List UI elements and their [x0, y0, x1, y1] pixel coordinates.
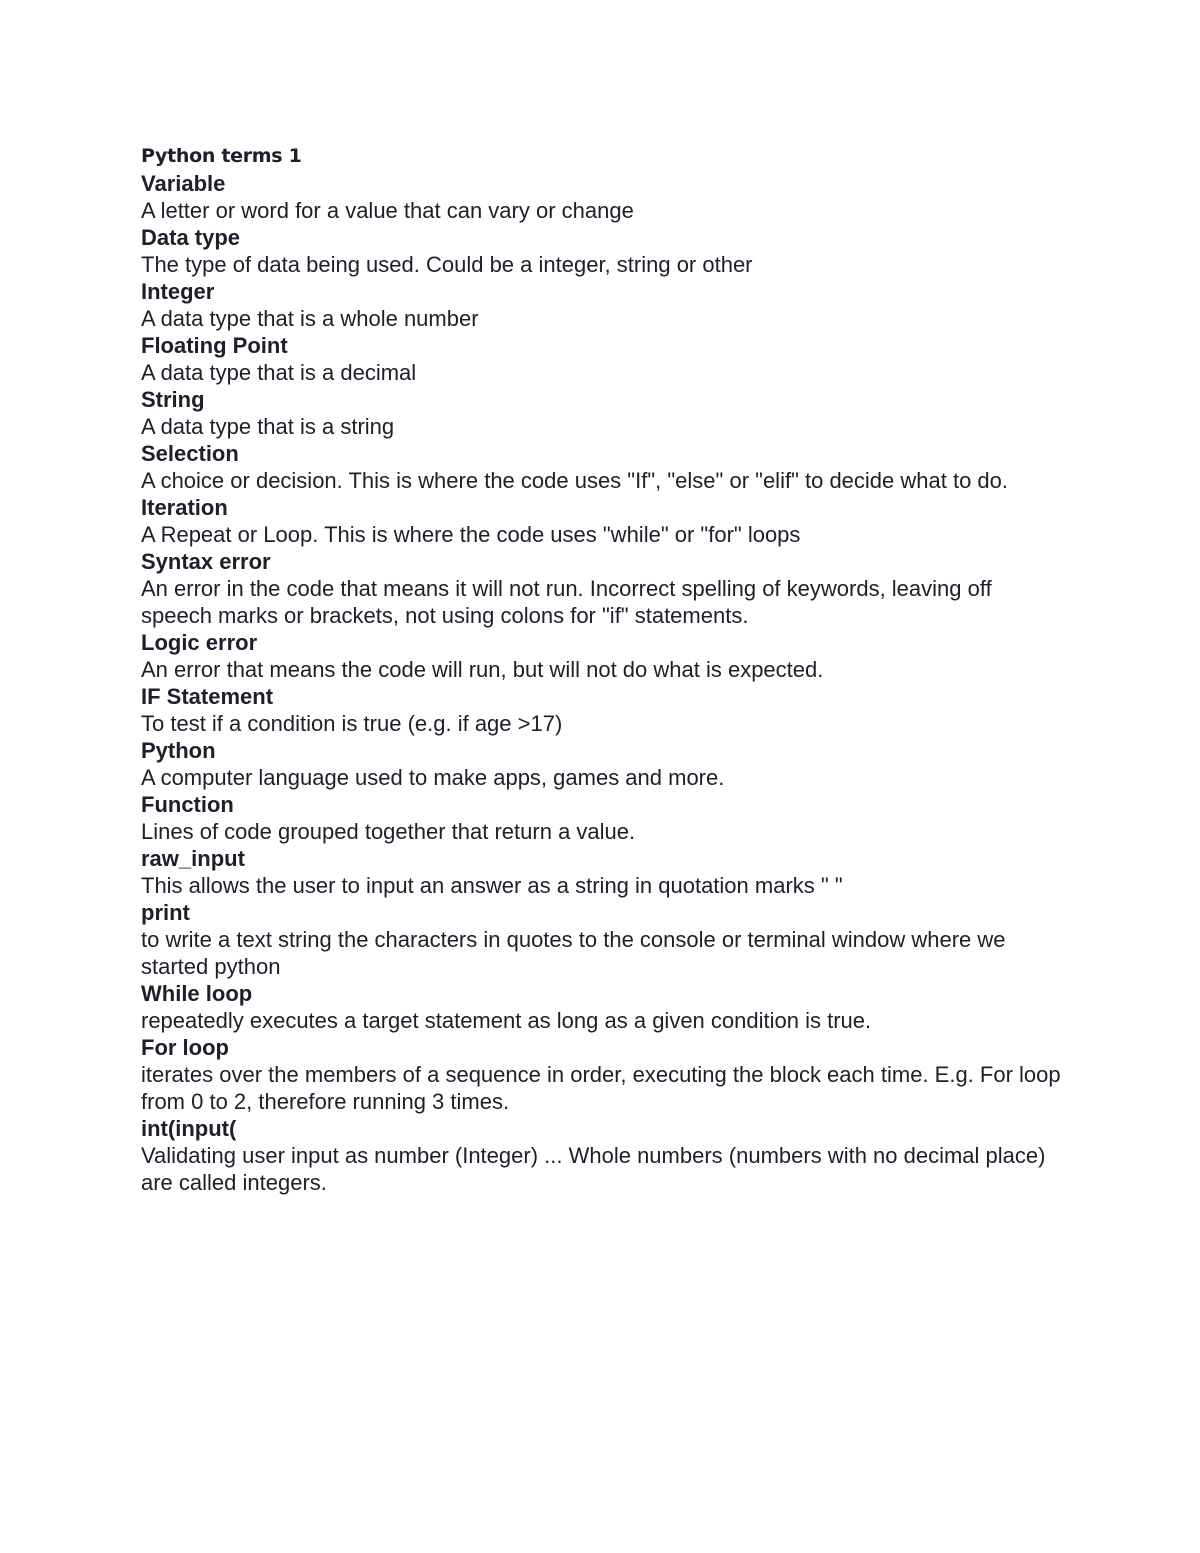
term-definition: A computer language used to make apps, games and more.: [141, 765, 725, 790]
term-definition: A Repeat or Loop. This is where the code uses "while" or "for" loops: [141, 522, 801, 547]
term-definition: This allows the user to input an answer as a string in quotation marks " ": [141, 873, 843, 898]
term-label: print: [141, 900, 190, 925]
term-definition: Validating user input as number (Integer) ... Whole numbers (numbers with no decimal place) are called integers.: [141, 1143, 1046, 1195]
term-entry: [141, 332, 1061, 386]
term-entry: [141, 278, 1061, 332]
term-label: raw_input: [141, 846, 245, 871]
term-entry: [141, 224, 1061, 278]
document-title: Python terms 1: [141, 145, 302, 167]
term-definition: A data type that is a decimal: [141, 360, 417, 385]
term-label: Data type: [141, 225, 241, 250]
term-entry: [141, 494, 1061, 548]
term-definition: An error that means the code will run, but will not do what is expected.: [141, 657, 824, 682]
term-entry: [141, 386, 1061, 440]
term-label: While loop: [141, 981, 253, 1006]
term-label: Floating Point: [141, 333, 288, 358]
term-label: String: [141, 387, 205, 412]
term-definition: Lines of code grouped together that return a value.: [141, 819, 636, 844]
term-entry: [141, 683, 1061, 737]
term-label: Iteration: [141, 495, 228, 520]
term-label: For loop: [141, 1035, 229, 1060]
term-label: Integer: [141, 279, 215, 304]
term-label: Python: [141, 738, 216, 763]
term-definition: A data type that is a whole number: [141, 306, 479, 331]
term-entry: [141, 1034, 1061, 1115]
term-definition: iterates over the members of a sequence in order, executing the block each time. E.g. For loop from 0 to 2, therefore running 3 times.: [141, 1062, 1061, 1114]
term-entry: [141, 170, 1061, 224]
term-entry: [141, 737, 1061, 791]
term-definition: A data type that is a string: [141, 414, 395, 439]
term-definition: To test if a condition is true (e.g. if age >17): [141, 711, 563, 736]
term-label: int(input(: [141, 1116, 237, 1141]
term-definition: A letter or word for a value that can vary or change: [141, 198, 634, 223]
term-entry: [141, 440, 1061, 494]
term-definition: The type of data being used. Could be a integer, string or other: [141, 252, 753, 277]
term-definition: repeatedly executes a target statement as long as a given condition is true.: [141, 1008, 872, 1033]
term-label: Variable: [141, 171, 226, 196]
term-entry: [141, 980, 1061, 1034]
term-label: Logic error: [141, 630, 258, 655]
term-definition: to write a text string the characters in quotes to the console or terminal window where we started python: [141, 927, 1006, 979]
term-label: Function: [141, 792, 234, 817]
term-label: Selection: [141, 441, 239, 466]
term-entry: [141, 791, 1061, 845]
term-entry: [141, 1115, 1061, 1196]
term-entry: [141, 899, 1061, 980]
term-entry: [141, 548, 1061, 629]
term-label: IF Statement: [141, 684, 274, 709]
term-definition: An error in the code that means it will not run. Incorrect spelling of keywords, leaving off speech marks or brackets, not using colons for "if" statements.: [141, 576, 992, 628]
document-page: [141, 143, 1061, 1196]
term-entry: [141, 629, 1061, 683]
term-label: Syntax error: [141, 549, 271, 574]
term-definition: A choice or decision. This is where the code uses "If", "else" or "elif" to decide what to do.: [141, 468, 1009, 493]
term-entry: [141, 845, 1061, 899]
